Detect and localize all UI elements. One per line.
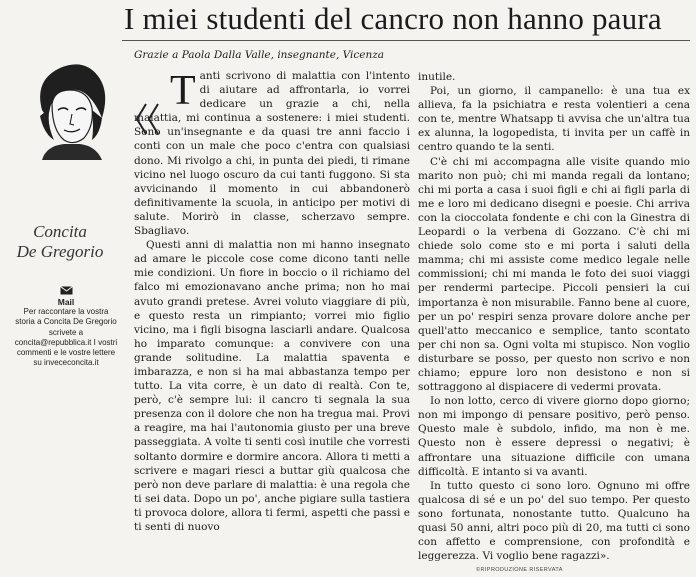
quote-mark-icon (134, 100, 162, 138)
mail-box (14, 286, 118, 368)
article-paragraph: C'è chi mi accompagna alle visite quando mio marito non può; chi mi manda regali da lontano; chi mi porta a casa i suoi figli e chi ai figli parla di me e loro mi dedicano disegni e poesie. Chi arriva con la cioccolata fondente e chi con la Ginestra di Leopardi o la verbena di Gozzano. C'è chi mi chiede solo come sto e mi porta i saluti della mamma; chi mi assiste come medico legale nelle commissioni; chi mi manda le foto dei suoi viaggi per rendermi partecipe. Piccoli pensieri la cui importanza è non misurabile. Fanno bene al cuore, per un po' respiri senza provare dolore anche per quell'atto meccanico e semplice, tanto scontato per chi non sa. Ogni volta mi stupisco. Non voglio disturbare se posso, per questo non scrivo e non chiamo; eppure loro non desistono e non si sottraggono al dispiacere di vedermi provata. (418, 155, 690, 394)
article-paragraph: In tutto questo ci sono loro. Ognuno mi offre qualcosa di sé e un po' del suo tempo. Per questo sono fortunata, nonostante tutto. Qualcuno ha quasi 50 anni, altri poco più di 20, ma tutti ci sono con affetto e comprensione, con profondità e leggerezza. Vi voglio bene ragazzi». (418, 479, 690, 563)
author-portrait (32, 60, 110, 160)
article-paragraph (134, 69, 410, 238)
article-column-2 (418, 70, 690, 577)
drop-cap: T (170, 68, 196, 114)
article-paragraph: inutile. (418, 71, 456, 83)
author-first-name: Concita (33, 222, 87, 241)
author-sidebar (0, 48, 120, 456)
headline-rule (122, 40, 690, 41)
article-paragraph: Poi, un giorno, il campanello: è una tua ex allieva, fa la psichiatra e resta volentieri a cena con te, mentre Whatsapp ti avvisa che un'altra tua ex alunna, la logopedista, ti invita per un caffè in centro quando te la senti. (418, 85, 690, 154)
headline: I miei studenti del cancro non hanno paura (124, 1, 662, 36)
paragraph-text: anti scrivono di malattia con l'intento di aiutare ad affrontarla, io vorrei dedicare un grazie a chi, nella malattia, mi continua a sostenere: i miei studenti. Sono un'insegnante e da quasi tre anni faccio i conti con un male che poco c'entra con qualsiasi dono. Mi rivolgo a chi, in punta dei piedi, ti rimane vicino nel luogo oscuro da cui tanti fuggono. Si sta avvicinando il momento in cui abbandonerò definitivamente la scuola, in anticipo per motivi di salute. Morirò in classe, scherzavo sempre. Sbagliavo. (134, 70, 410, 238)
author-name (0, 222, 120, 262)
mail-body: Per raccontare la vostra storia a Concita De Gregorio scrivete a concita@repubblica.it I vostri commenti e le vostre lettere su invececoncita.it (14, 307, 118, 368)
kicker: Grazie a Paola Dalla Valle, insegnante, Vicenza (134, 49, 385, 61)
copyright-notice: ©RIPRODUZIONE RISERVATA (476, 567, 563, 574)
envelope-icon (60, 286, 73, 295)
mail-title: Mail (57, 297, 75, 307)
article-column-1 (134, 48, 410, 534)
author-last-name: De Gregorio (16, 242, 104, 261)
article-paragraph: Questi anni di malattia non mi hanno insegnato ad amare le piccole cose come dicono tanti nelle mie condizioni. Un fiore in boccio o il richiamo del falco mi emozionavano anche prima; non ho mai avuto grandi pretese. Avrei voluto viaggiare di più, e questo resta un rimpianto; vorrei mio figlio vicino, ma i figli bisogna lasciarli andare. Qualcosa ho imparato comunque: a convivere con una grande solitudine. La malattia spaventa e imbarazza, e non si ha mai abbastanza tempo per tutto. La vita corre, è un dato di realtà. Con te, però, c'è sempre lui: il cancro ti segnala la sua presenza con il dolore che non ha tregua mai. Provi a reagire, ma hai l'autonomia giusto per una breve passeggiata. A volte ti senti così inutile che vorresti soltanto dormire e dormire ancora. Allora ti metti a scrivere e magari riesci a buttar giù qualcosa che però non deve parlare di malattia: è una regola che ti sei data. Dopo un po', anche pigiare sulla tastiera ti provoca dolore, allora ti fermi, aspetti che passi e ti senti di nuovo (134, 239, 411, 533)
article-paragraph: Io non lotto, cerco di vivere giorno dopo giorno; non mi impongo di pensare positivo, però penso. Questo male è subdolo, infido, ma non è me. Questo non è essere depressi o negativi; è affrontare una situazione difficile con umana difficoltà. E intanto si va avanti. (418, 395, 690, 478)
